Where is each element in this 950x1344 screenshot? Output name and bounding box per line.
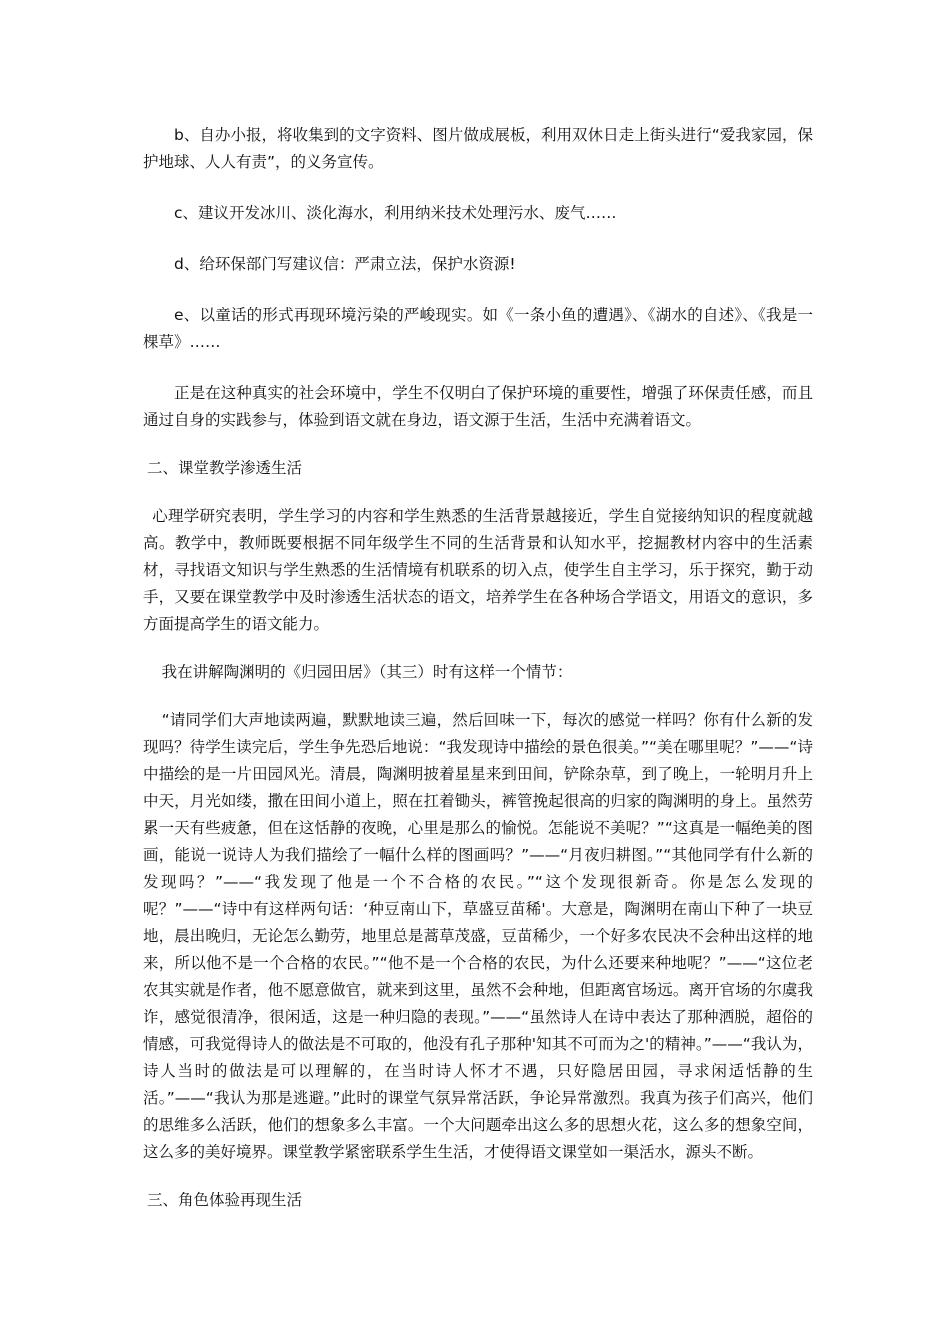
summary-paragraph: 正是在这种真实的社会环境中，学生不仅明白了保护环境的重要性，增强了环保责任感，而且通过自身的实践参与，体验到语文就在身边，语文源于生活，生活中充满着语文。	[143, 384, 813, 429]
list-item-b: b、自办小报，将收集到的文字资料、图片做成展板，利用双休日走上街头进行“爱我家园，保护地球、人人有责”，的义务宣传。	[143, 126, 813, 171]
list-item-d: d、给环保部门写建议信：严肃立法，保护水资源!	[174, 255, 516, 273]
section-2-dialogue-paragraph: “请同学们大声地读两遍，默默地读三遍，然后回味一下，每次的感觉一样吗？你有什么新的发现吗？待学生读完后，学生争先恐后地说：“我发现诗中描绘的景色很美。”“美在哪里呢？”——“诗中描绘的是一片田园风光。清晨，陶渊明披着星星来到田间，铲除杂草，到了晚上，一轮明月升上中天，月光如缕，撒在田间小道上，照在扛着锄头，裤管挽起很高的归家的陶渊明的身上。虽然劳累一天有些疲惫，但在这恬静的夜晚，心里是那么的愉悦。怎能说不美呢？”“这真是一幅绝美的图画，能说一说诗人为我们描绘了一幅什么样的图画吗？”——“月夜归耕图。”“其他同学有什么新的发现吗？”——“我发现了他是一个不合格的农民。”“这个发现很新奇。你是怎么发现的呢？”——“诗中有这样两句话：‘种豆南山下，草盛豆苗稀'。大意是，陶渊明在南山下种了一块豆地，晨出晚归，无论怎么勤劳，地里总是蒿草茂盛，豆苗稀少，一个好多农民决不会种出这样的地来，所以他不是一个合格的农民。”“他不是一个合格的农民，为什么还要来种地呢？”——“这位老农其实就是作者，他不愿意做官，就来到这里，虽然不会种地，但距离官场远。离开官场的尔虞我诈，感觉很清净，很闲适，这是一种归隐的表现。”——“虽然诗人在诗中表达了那种洒脱，超俗的情感，可我觉得诗人的做法是不可取的，他没有孔子那种'知其不可而为之'的精神。”——“我认为，诗人当时的做法是可以理解的，在当时诗人怀才不遇，只好隐居田园，寻求闲适恬静的生活。”——“我认为那是逃避。”此时的课堂气氛异常活跃，争论异常激烈。我真为孩子们高兴，他们的思维多么活跃，他们的想象多么丰富。一个大问题牵出这么多的思想火花，这么多的想象空间，这么多的美好境界。课堂教学紧密联系学生生活，才使得语文课堂如一渠活水，源头不断。	[143, 711, 813, 1161]
section-2-intro-paragraph: 心理学研究表明，学生学习的内容和学生熟悉的生活背景越接近，学生自觉接纳知识的程度就越高。教学中，教师既要根据不同年级学生不同的生活背景和认知水平，挖掘教材内容中的生活素材，寻找语文知识与学生熟悉的生活情境有机联系的切入点，使学生自主学习，乐于探究，勤于动手，又要在课堂教学中及时渗透生活状态的语文，培养学生在各种场合学语文，用语文的意识，多方面提高学生的语文能力。	[143, 507, 813, 633]
document-page	[143, 122, 813, 1214]
list-item-e: e、以童话的形式再现环境污染的严峻现实。如《一条小鱼的遭遇》、《湖水的自述》、《我是一棵草》……	[143, 306, 813, 351]
list-item-c: c、建议开发冰川、淡化海水，利用纳米技术处理污水、废气……	[174, 204, 617, 222]
section-2-example-intro: 我在讲解陶渊明的《归园田居》（其三）时有这样一个情节：	[161, 663, 573, 681]
section-heading-3: 三、角色体验再现生活	[147, 1191, 303, 1209]
section-heading-2: 二、课堂教学渗透生活	[147, 459, 303, 477]
